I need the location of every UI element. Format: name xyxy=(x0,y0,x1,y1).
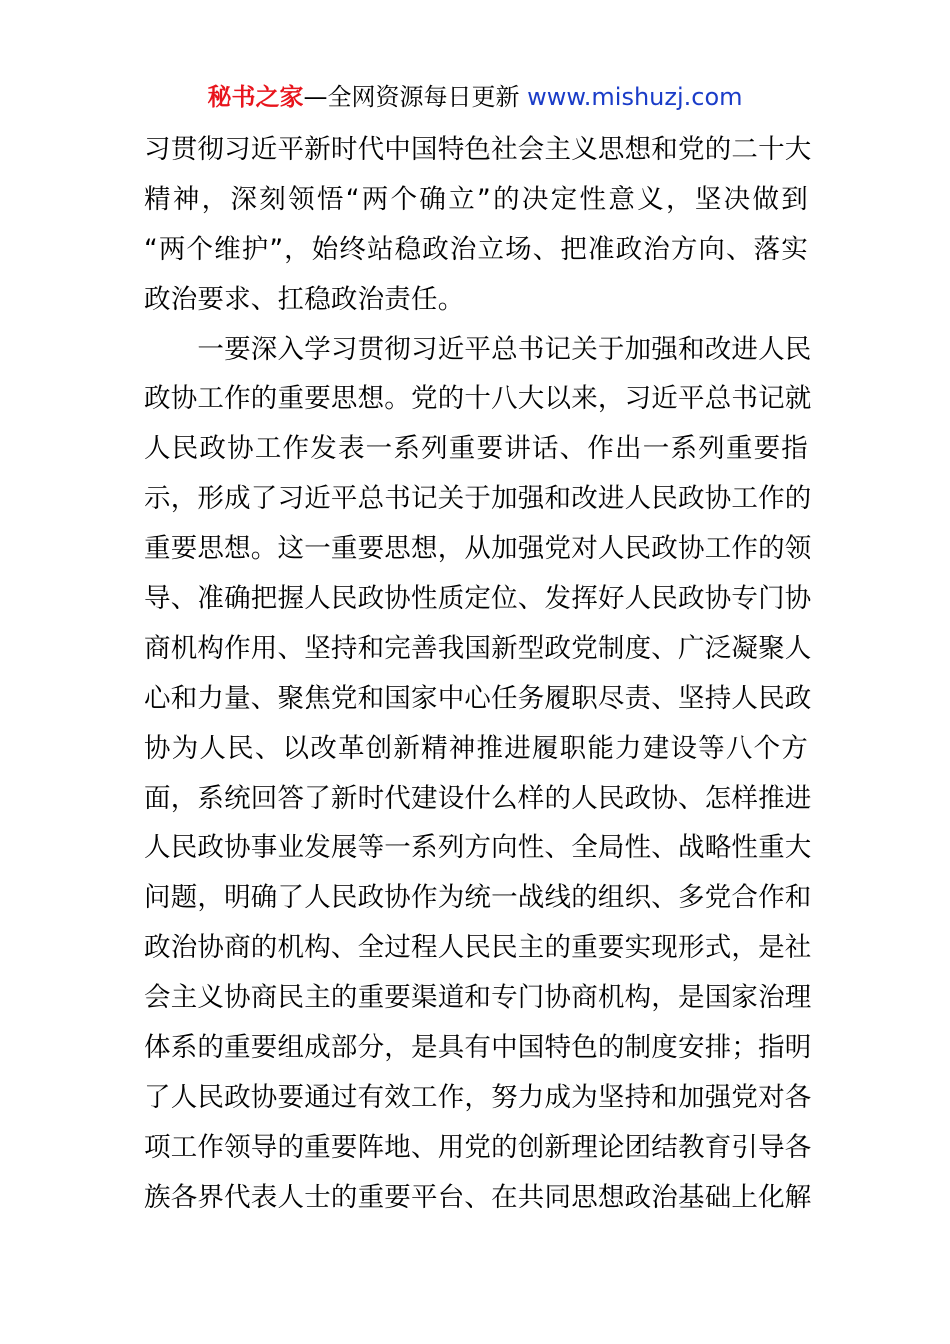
text-line: 习贯彻习近平新时代中国特色社会主义思想和党的二十大 xyxy=(144,134,812,165)
text-line: 人民政协工作发表一系列重要讲话、作出一系列重要指 xyxy=(144,433,808,465)
site-tagline: —全网资源每日更新 xyxy=(303,83,528,111)
text-line: 项工作领导的重要阵地、用党的创新理论团结教育引导各 xyxy=(144,1131,812,1163)
text-line: 人民政协事业发展等一系列方向性、全局性、战略性重大 xyxy=(144,832,812,864)
text-line: 协为人民、以改革创新精神推进履职能力建设等八个方 xyxy=(144,732,808,764)
text-line: 精神，深刻领悟“两个确立”的决定性意义，坚决做到 xyxy=(144,183,808,215)
site-brand: 秘书之家 xyxy=(207,83,304,111)
text-line: 问题，明确了人民政协作为统一战线的组织、多党合作和 xyxy=(144,882,812,914)
text-line: 重要思想。这一重要思想，从加强党对人民政协工作的领 xyxy=(144,533,812,565)
text-line: 族各界代表人士的重要平台、在共同思想政治基础上化解 xyxy=(144,1181,812,1213)
text-line: 示，形成了习近平总书记关于加强和改进人民政协工作的 xyxy=(144,483,812,515)
text-line: “两个维护”，始终站稳政治立场、把准政治方向、落实 xyxy=(144,233,808,265)
text-line: 体系的重要组成部分，是具有中国特色的制度安排；指明 xyxy=(144,1032,812,1064)
text-line: 会主义协商民主的重要渠道和专门协商机构，是国家治理 xyxy=(144,982,812,1014)
text-line: 政协工作的重要思想。党的十八大以来，习近平总书记就 xyxy=(144,383,812,415)
text-line: 心和力量、聚焦党和国家中心任务履职尽责、坚持人民政 xyxy=(144,682,812,714)
text-line: 一要深入学习贯彻习近平总书记关于加强和改进人民 xyxy=(144,333,812,365)
text-line: 面，系统回答了新时代建设什么样的人民政协、怎样推进 xyxy=(144,782,812,814)
site-header xyxy=(0,80,950,114)
text-line: 政治协商的机构、全过程人民民主的重要实现形式，是社 xyxy=(144,932,812,964)
document-body xyxy=(144,125,812,1223)
text-line: 政治要求、扛稳政治责任。 xyxy=(144,283,465,315)
text-line: 商机构作用、坚持和完善我国新型政党制度、广泛凝聚人 xyxy=(144,632,812,664)
text-line: 了人民政协要通过有效工作，努力成为坚持和加强党对各 xyxy=(144,1081,812,1113)
text-line: 导、准确把握人民政协性质定位、发挥好人民政协专门协 xyxy=(144,583,812,615)
site-url-link[interactable]: www.mishuzj.com xyxy=(527,83,743,111)
